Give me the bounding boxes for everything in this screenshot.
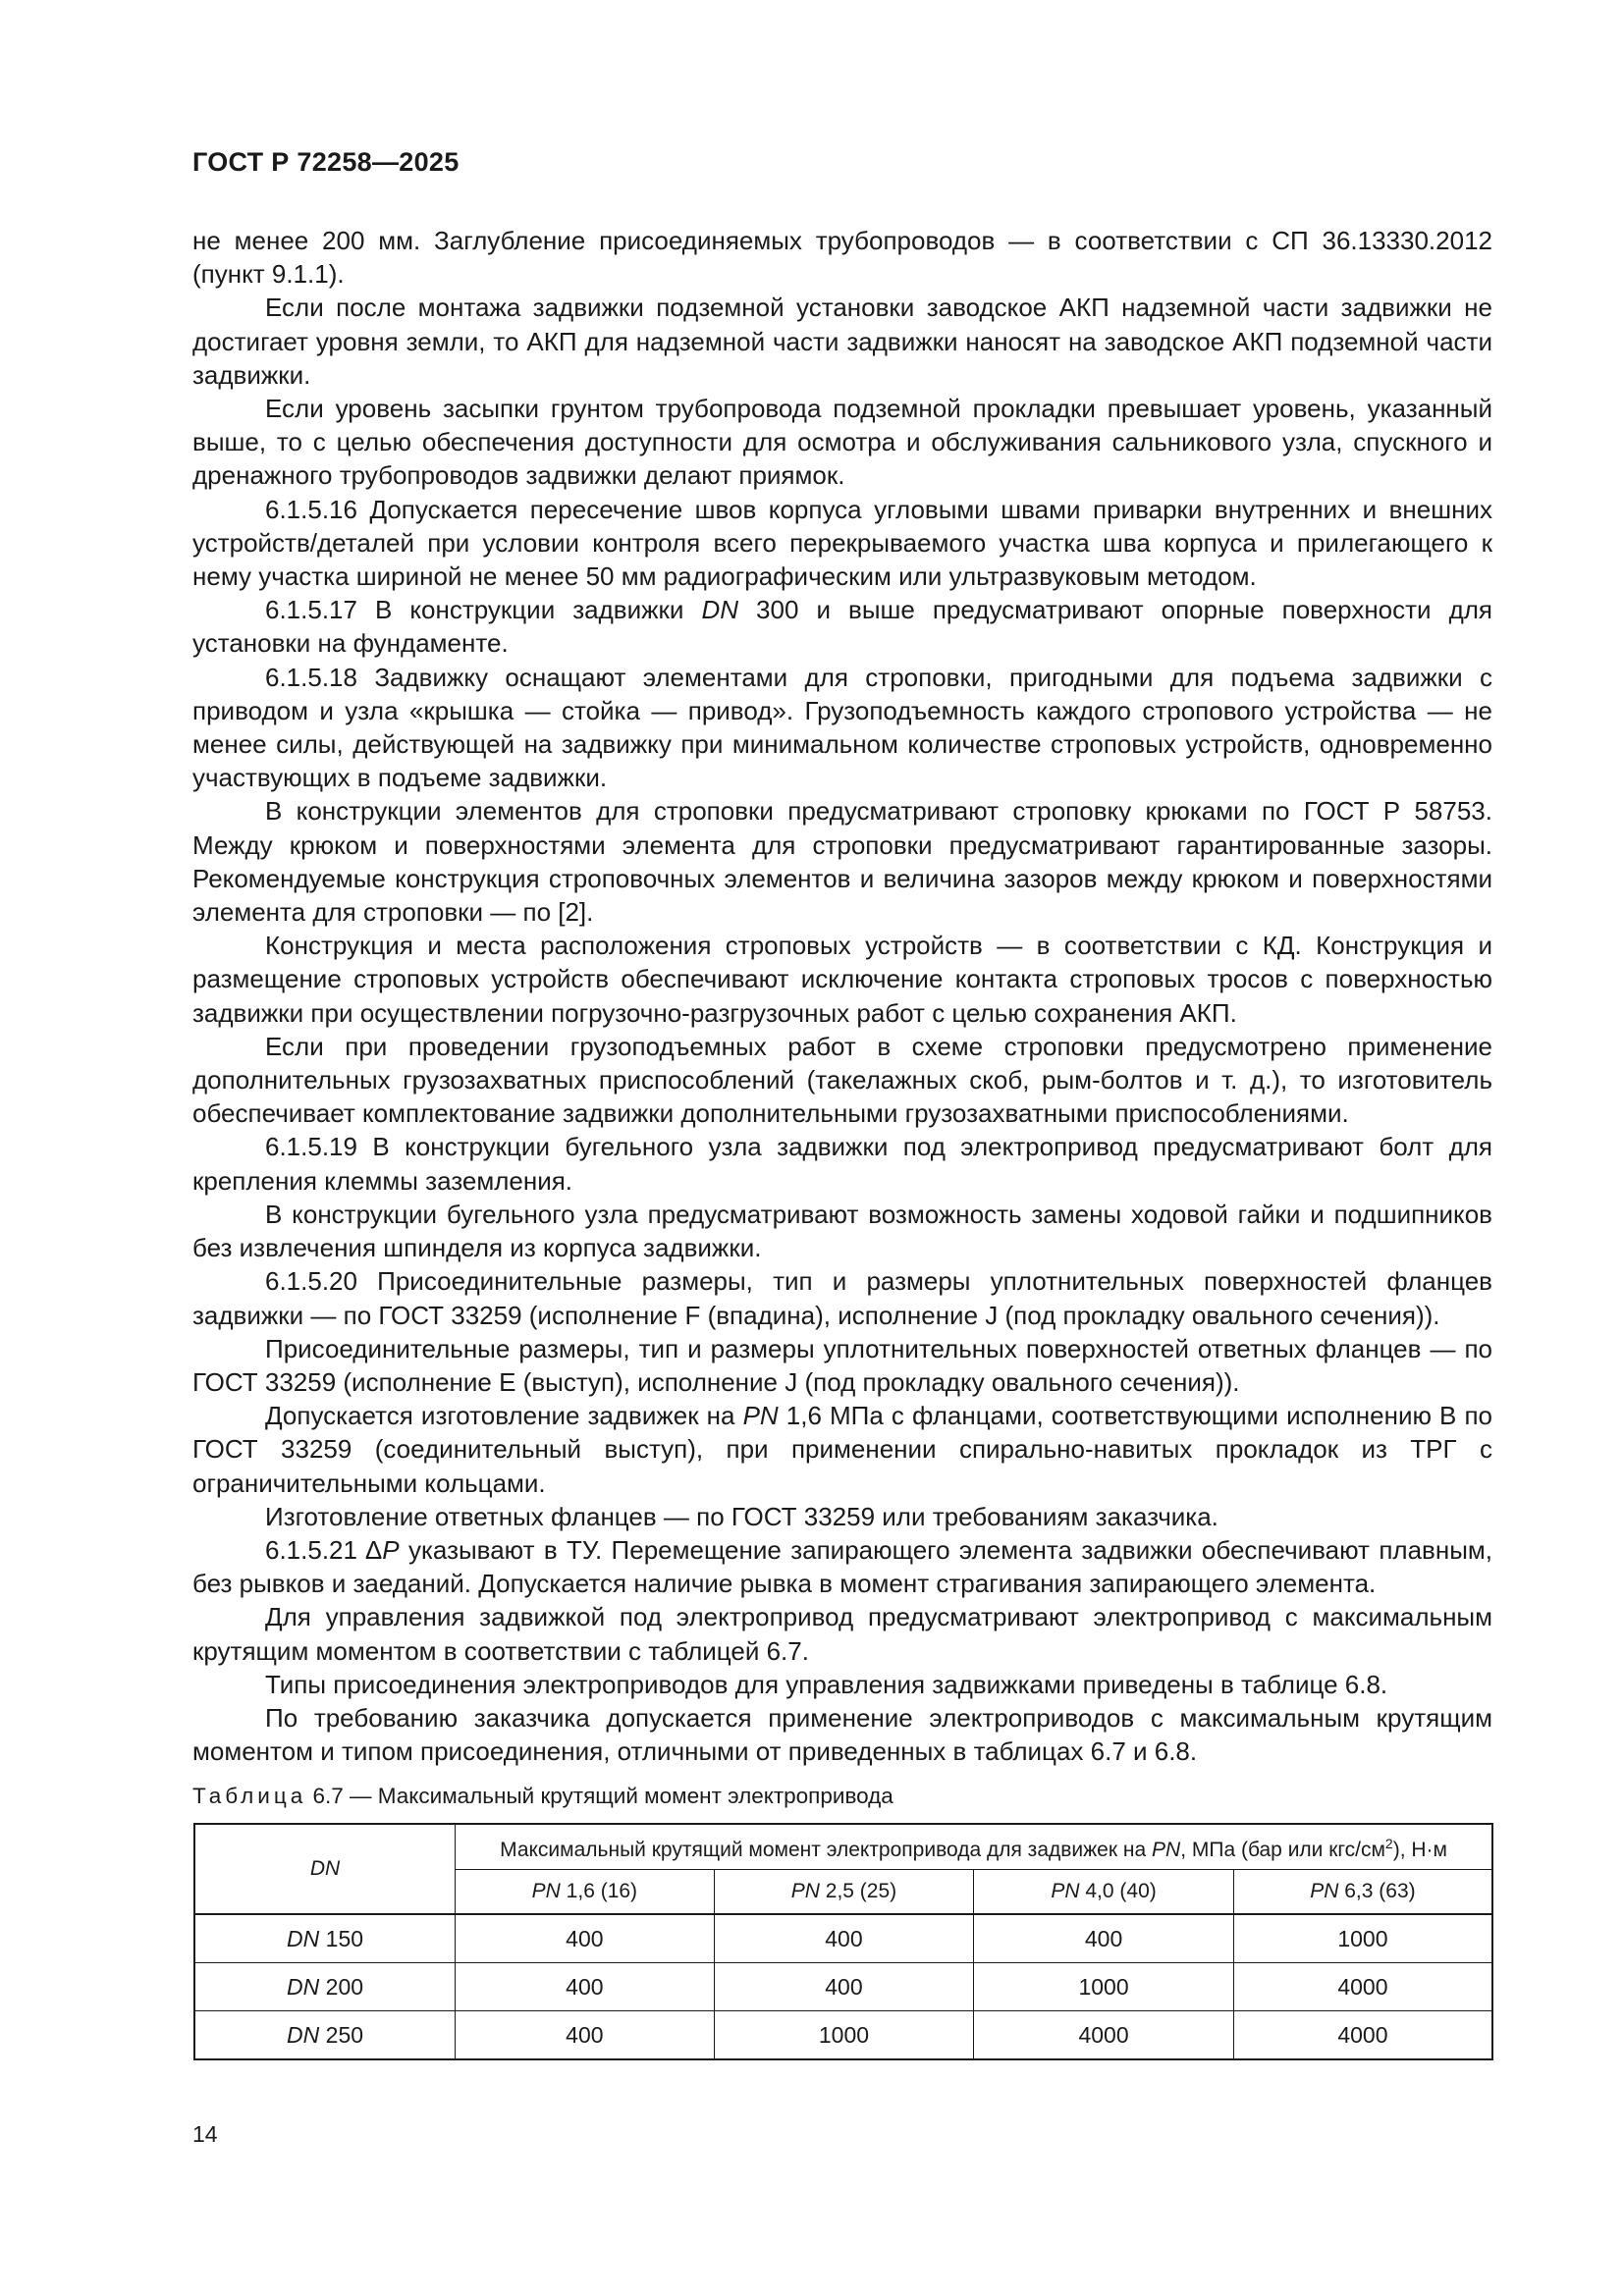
paragraph: По требованию заказчика допускается применение электроприводов с максимальным крутящим моментом и типом присоединения, отличными от приведенных в таблицах 6.7 и 6.8.	[192, 1702, 1492, 1767]
torque-group-header: Максимальный крутящий момент электропривода для задвижек на PN, МПа (бар или кгс/$см^2$), Н·м	[456, 1824, 1492, 1870]
table-cell: 400	[456, 1963, 715, 2011]
table-cell: 400	[456, 2011, 715, 2060]
paragraph-6-1-5-17: 6.1.5.17 В конструкции задвижки DN 300 и выше предусматривают опорные поверхности для установки на фундаменте.	[192, 595, 1493, 659]
paragraph: Допускается изготовление задвижек на PN 1,6 МПа с фланцами, соответствующими исполнению B по ГОСТ 33259 (соединительный выступ), при применении спирально-навитых прокладок из ТРГ с ограничительными кольцами.	[192, 1401, 1492, 1498]
table-cell: 400	[456, 1914, 715, 1963]
paragraph: В конструкции бугельного узла предусматривают возможность замены ходовой гайки и подшипников без извлечения шпинделя из корпуса задвижки.	[192, 1199, 1492, 1263]
paragraph: Если уровень засыпки грунтом трубопровода подземной прокладки превышает уровень, указанный выше, то с целью обеспечения доступности для осмотра и обслуживания сальникового узла, спускного и дренажного трубопроводов задвижки делают приямок.	[192, 394, 1492, 491]
column-header-pn63: PN 6,3 (63)	[1233, 1870, 1492, 1915]
paragraph-6-1-5-20: 6.1.5.20 Присоединительные размеры, тип и размеры уплотнительных поверхностей фланцев задвижки — по ГОСТ 33259 (исполнение F (впадина), исполнение J (под прокладку овального сечения)).	[192, 1266, 1492, 1330]
table-cell: 400	[974, 1914, 1234, 1963]
document-code: ГОСТ Р 72258—2025	[192, 147, 460, 177]
dn-column-header: DN	[194, 1824, 456, 1914]
paragraph-6-1-5-16: 6.1.5.16 Допускается пересечение швов корпуса угловыми швами приварки внутренних и внешних устройств/деталей при условии контроля всего перекрываемого участка шва корпуса и прилегающего к нему участка шириной не менее 50 мм радиографическим или ультразвуковым методом.	[192, 494, 1492, 592]
row-dn-label: DN 150	[194, 1914, 456, 1963]
paragraph: Если после монтажа задвижки подземной установки заводское АКП надземной части задвижки не достигает уровня земли, то АКП для надземной части задвижки наносят на заводское АКП подземной части задвижки.	[192, 293, 1492, 390]
paragraph: Конструкция и места расположения строповых устройств — в соответствии с КД. Конструкция и размещение строповых устройств обеспечивают исключение контакта строповых тросов с поверхностью задвижки при осуществлении погрузочно-разгрузочных работ с целью сохранения АКП.	[192, 931, 1492, 1028]
table-cell: 4000	[974, 2011, 1234, 2060]
paragraph: Для управления задвижкой под электропривод предусматривают электропривод с максимальным крутящим моментом в соответствии с таблицей 6.7.	[192, 1602, 1492, 1666]
column-header-pn25: PN 2,5 (25)	[714, 1870, 974, 1915]
paragraph: не менее 200 мм. Заглубление присоединяемых трубопроводов — в соответствии с СП 36.13330.2012 (пункт 9.1.1).	[192, 226, 1492, 290]
paragraph: Если при проведении грузоподъемных работ в схеме строповки предусмотрено применение дополнительных грузозахватных приспособлений (такелажных скоб, рым-болтов и т. д.), то изготовитель обеспечивает комплектование задвижки дополнительными грузозахватными приспособлениями.	[192, 1031, 1492, 1129]
paragraph-6-1-5-19: 6.1.5.19 В конструкции бугельного узла задвижки под электропривод предусматривают болт для крепления клеммы заземления.	[192, 1132, 1492, 1196]
table-row	[194, 1963, 1492, 2011]
table-cell: 400	[714, 1914, 974, 1963]
table-row	[194, 1914, 1492, 1963]
column-header-pn16: PN 1,6 (16)	[456, 1870, 715, 1915]
torque-table	[193, 1823, 1493, 2060]
row-dn-label: DN 200	[194, 1963, 456, 2011]
paragraph: В конструкции элементов для строповки предусматривают строповку крюками по ГОСТ Р 58753. Между крюком и поверхностями элемента для строповки предусматривают гарантированные зазоры. Рекомендуемые конструкция строповочных элементов и величина зазоров между крюком и поверхностями элемента для строповки — по [2].	[192, 796, 1492, 928]
table-cell: 4000	[1233, 1963, 1492, 2011]
row-dn-label: DN 250	[194, 2011, 456, 2060]
paragraph-6-1-5-21: 6.1.5.21 ΔP указывают в ТУ. Перемещение запирающего элемента задвижки обеспечивают плавным, без рывков и заеданий. Допускается наличие рывка в момент страгивания запирающего элемента.	[192, 1534, 1492, 1599]
table-caption: Таблица 6.7 — Максимальный крутящий момент электропривода	[192, 1784, 893, 1809]
table-cell: 4000	[1233, 2011, 1492, 2060]
paragraph-6-1-5-18: 6.1.5.18 Задвижку оснащают элементами для строповки, пригодными для подъема задвижки с приводом и узла «крышка — стойка — привод». Грузоподъемность каждого стропового устройства — не менее силы, действующей на задвижку при минимальном количестве строповых устройств, одновременно участвующих в подъеме задвижки.	[192, 662, 1492, 793]
paragraph: Изготовление ответных фланцев — по ГОСТ 33259 или требованиям заказчика.	[265, 1501, 1218, 1531]
table-cell: 1000	[1233, 1914, 1492, 1963]
table-row	[194, 2011, 1492, 2060]
document-body	[192, 224, 1492, 2060]
paragraph: Типы присоединения электроприводов для управления задвижками приведены в таблице 6.8.	[265, 1669, 1388, 1699]
column-header-pn40: PN 4,0 (40)	[974, 1870, 1234, 1915]
page-number: 14	[192, 2121, 218, 2147]
table-cell: 1000	[714, 2011, 974, 2060]
paragraph: Присоединительные размеры, тип и размеры уплотнительных поверхностей ответных фланцев — по ГОСТ 33259 (исполнение E (выступ), исполнение J (под прокладку овального сечения)).	[192, 1333, 1492, 1397]
table-cell: 1000	[974, 1963, 1234, 2011]
table-cell: 400	[714, 1963, 974, 2011]
